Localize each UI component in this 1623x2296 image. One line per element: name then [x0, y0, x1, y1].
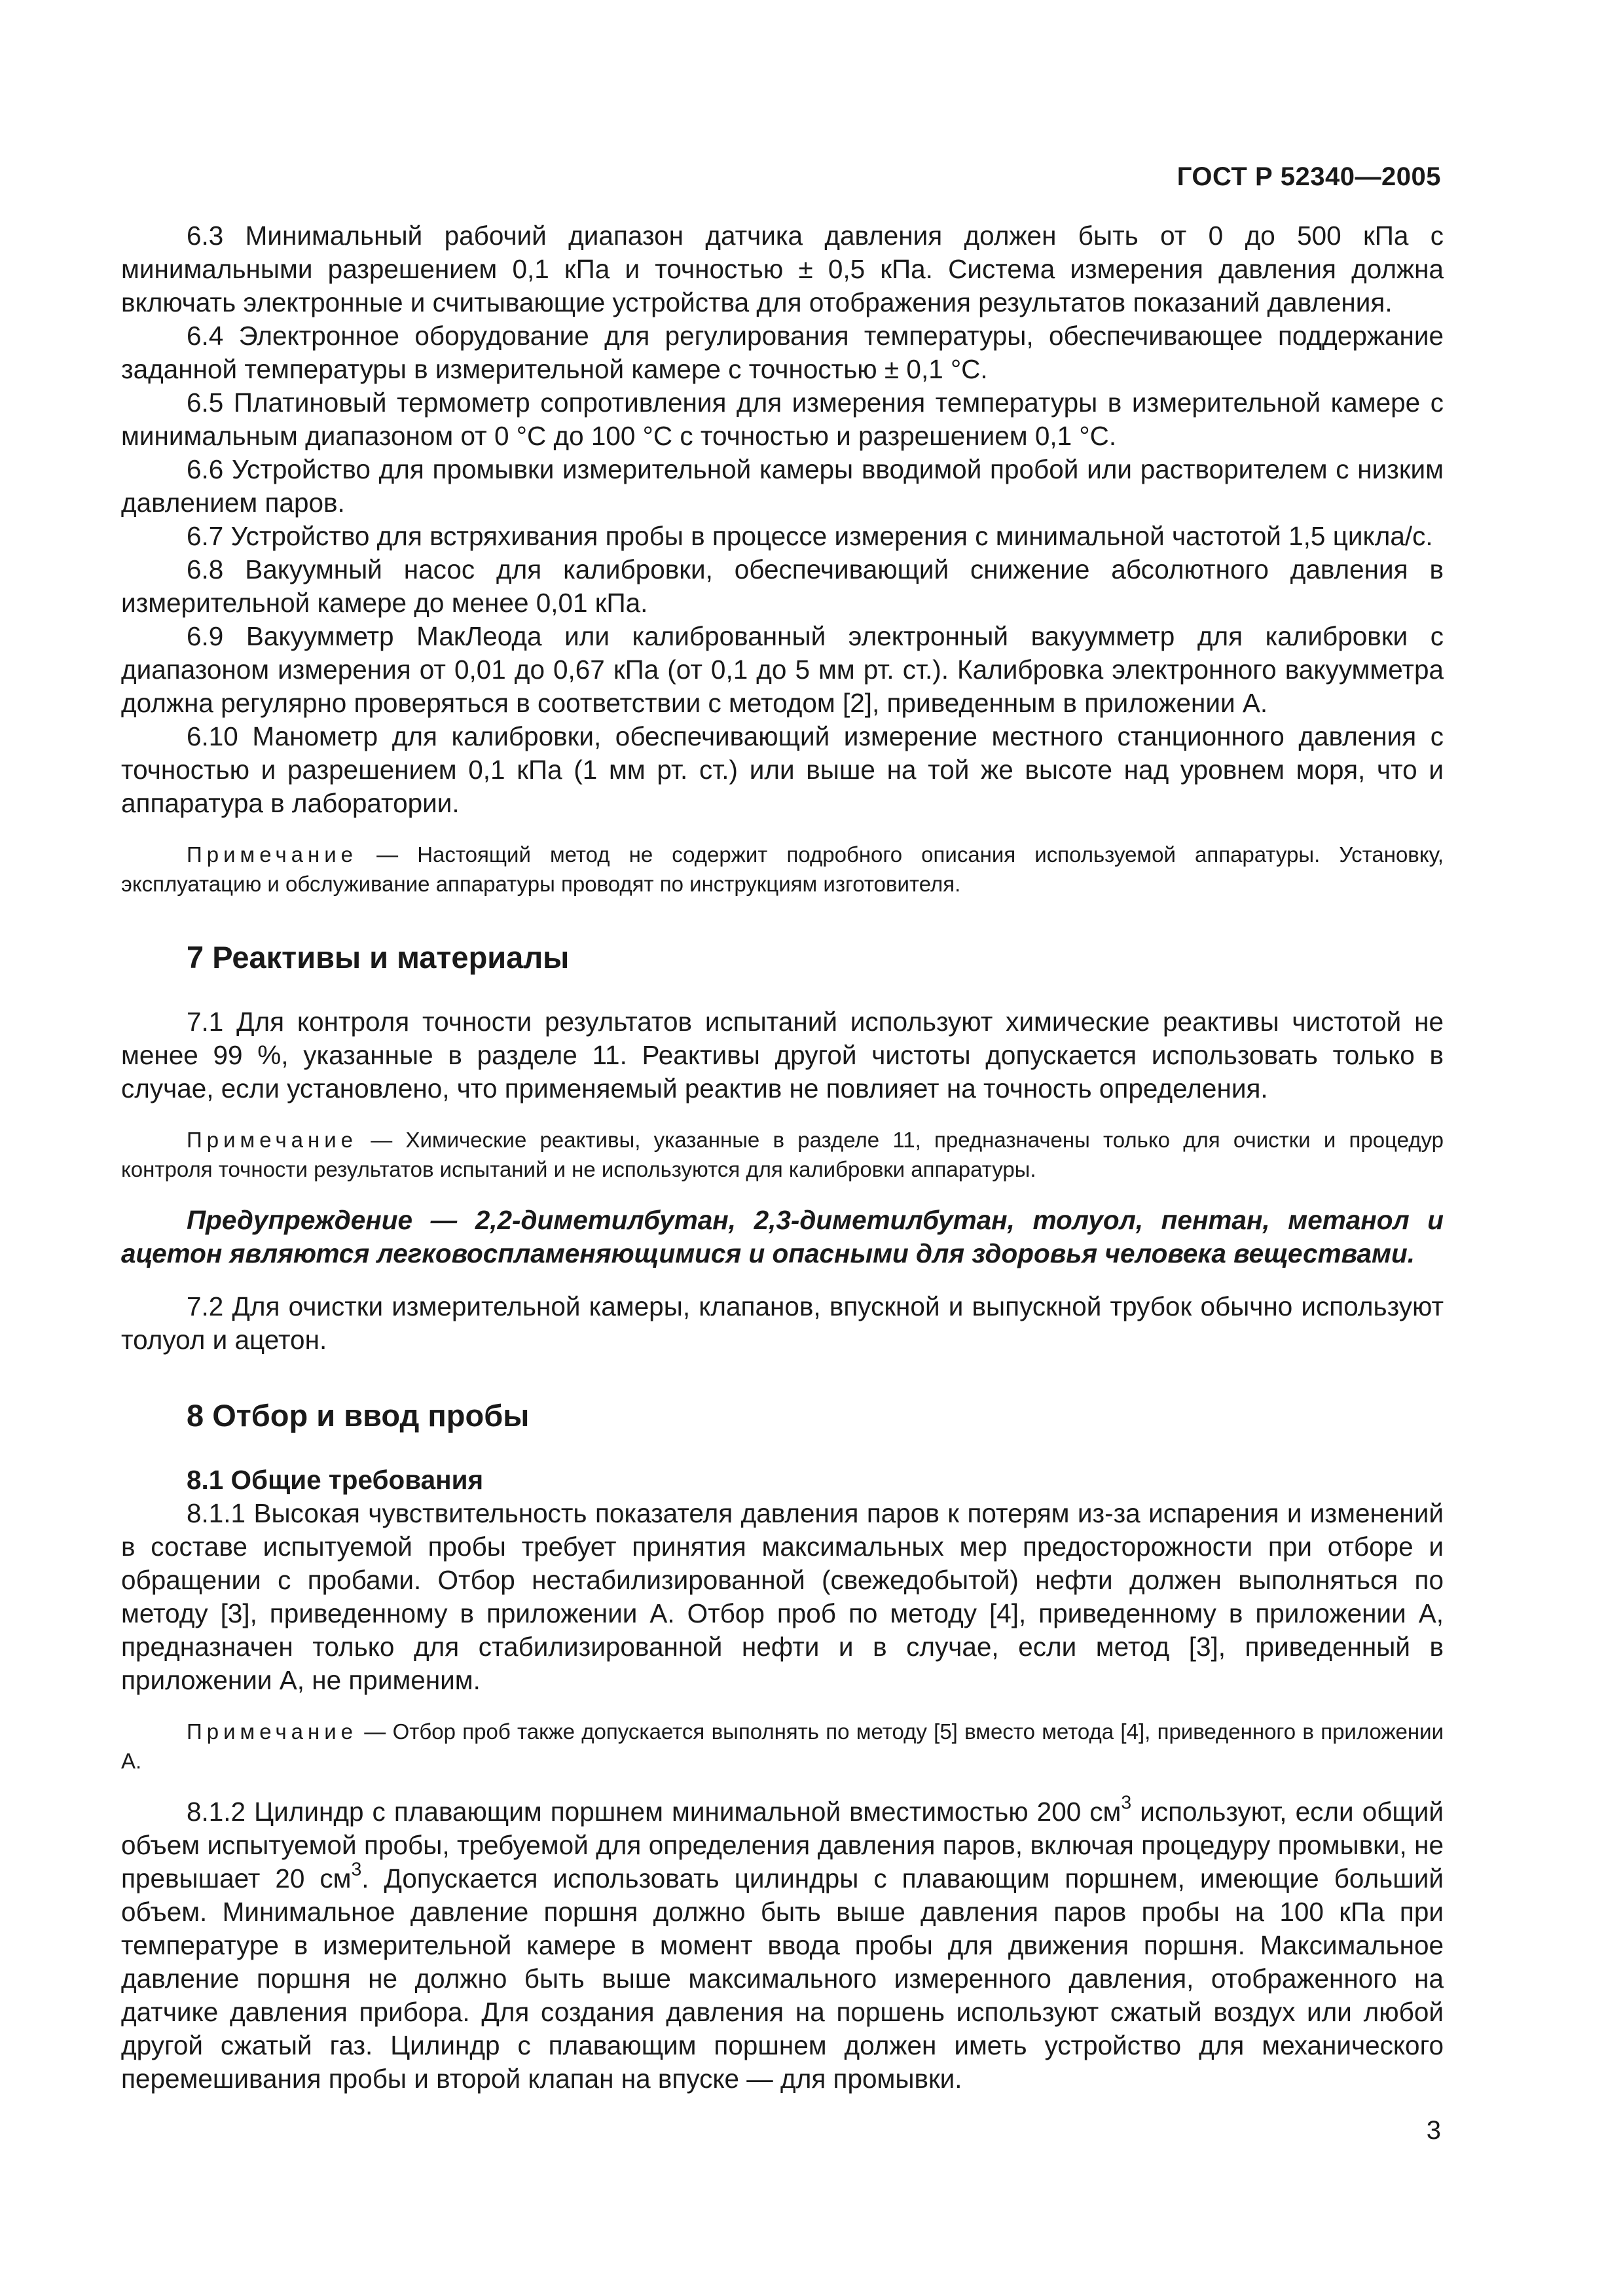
- note-label: Примечание: [187, 1128, 358, 1152]
- note-section-7: [121, 1125, 1444, 1184]
- paragraph-8-1-2-part-c: . Допускается использовать цилиндры с плавающим поршнем, имеющие больший объем. Минимальное давление поршня должно быть выше давления паров пробы на 100 кПа при температуре в измерительной камере в момент ввода пробы для движения поршня. Максимальное давление поршня не должно быть выше максимального измеренного давления, отображенного на датчике давления прибора. Для создания давления на поршень используют сжатый воздух или любой другой сжатый газ. Цилиндр с плавающим поршнем должен иметь устройство для механического перемешивания пробы и второй клапан на впуске — для промывки.: [121, 1863, 1444, 2094]
- note-section-8: [121, 1717, 1444, 1776]
- section-7-heading: 7 Реактивы и материалы: [187, 940, 570, 975]
- note-text: — Химические реактивы, указанные в разделе 11, предназначены только для очистки и процедур контроля точности результатов испытаний и не используются для калибровки аппаратуры.: [121, 1128, 1444, 1181]
- paragraph-8-1-2-part-b: используют, если общий объем испытуемой пробы, требуемой для определения давления паров, включая процедуру промывки, не превышает 20 см: [121, 1797, 1444, 1893]
- paragraph-6-6: 6.6 Устройство для промывки измерительной камеры вводимой пробой или растворителем с низким давлением паров.: [121, 454, 1444, 518]
- note-text: — Отбор проб также допускается выполнять по методу [5] вместо метода [4], приведенного в приложении А.: [121, 1719, 1444, 1773]
- paragraph-8-1-2-part-a: 8.1.2 Цилиндр с плавающим поршнем минимальной вместимостью 200 см: [187, 1797, 1122, 1827]
- paragraph-6-3: 6.3 Минимальный рабочий диапазон датчика давления должен быть от 0 до 500 кПа с минимальными разрешением 0,1 кПа и точностью ± 0,5 кПа. Система измерения давления должна включать электронные и считывающие устройства для отображения результатов показаний давления.: [121, 221, 1444, 317]
- superscript-3: 3: [351, 1859, 362, 1880]
- note-text: — Настоящий метод не содержит подробного описания используемой аппаратуры. Установку, эксплуатацию и обслуживание аппаратуры проводят по инструкциям изготовителя.: [121, 842, 1444, 896]
- section-8-heading: 8 Отбор и ввод пробы: [187, 1398, 530, 1433]
- paragraph-6-5: 6.5 Платиновый термометр сопротивления для измерения температуры в измерительной камере с минимальным диапазоном от 0 °С до 100 °С с точностью и разрешением 0,1 °С.: [121, 387, 1444, 451]
- paragraph-7-2: 7.2 Для очистки измерительной камеры, клапанов, впускной и выпускной трубок обычно используют толуол и ацетон.: [121, 1291, 1444, 1355]
- paragraph-8-1-2: [121, 1792, 1444, 2096]
- note-label: Примечание: [187, 1719, 358, 1744]
- paragraph-7-1: 7.1 Для контроля точности результатов испытаний используют химические реактивы чистотой не менее 99 %, указанные в разделе 11. Реактивы другой чистоты допускается использовать только в случае, если установлено, что применяемый реактив не повлияет на точность определения.: [121, 1007, 1444, 1103]
- note-section-6: [121, 840, 1444, 899]
- paragraph-6-9: 6.9 Вакуумметр МакЛеода или калиброванный электронный вакуумметр для калибровки с диапазоном измерения от 0,01 до 0,67 кПа (от 0,1 до 5 мм рт. ст.). Калибровка электронного вакуумметра должна регулярно проверяться в соответствии с методом [2], приведенным в приложении А.: [121, 621, 1444, 718]
- superscript-3: 3: [1121, 1792, 1132, 1814]
- paragraph-6-7: 6.7 Устройство для встряхивания пробы в процессе измерения с минимальной частотой 1,5 цикла/с.: [187, 521, 1433, 551]
- subsection-8-1-heading: 8.1 Общие требования: [187, 1465, 484, 1495]
- document-code: ГОСТ Р 52340—2005: [1176, 162, 1441, 191]
- paragraph-6-4: 6.4 Электронное оборудование для регулирования температуры, обеспечивающее поддержание заданной температуры в измерительной камере с точностью ± 0,1 °С.: [121, 321, 1444, 384]
- paragraph-8-1-1: 8.1.1 Высокая чувствительность показателя давления паров к потерям из-за испарения и изменений в составе испытуемой пробы требует принятия максимальных мер предосторожности при отборе и обращении с пробами. Отбор нестабилизированной (свежедобытой) нефти должен выполняться по методу [3], приведенному в приложении А. Отбор проб по методу [4], приведенному в приложении А, предназначен только для стабилизированной нефти и в случае, если метод [3], приведенный в приложении А, не применим.: [121, 1498, 1444, 1695]
- note-label: Примечание: [187, 842, 358, 867]
- page-number: 3: [1426, 2116, 1441, 2145]
- paragraph-6-8: 6.8 Вакуумный насос для калибровки, обеспечивающий снижение абсолютного давления в измерительной камере до менее 0,01 кПа.: [121, 554, 1444, 618]
- warning-paragraph: Предупреждение — 2,2-диметилбутан, 2,3-диметилбутан, толуол, пентан, метанол и ацетон являются легковоспламеняющимися и опасными для здоровья человека веществами.: [121, 1205, 1444, 1268]
- page-body: [121, 219, 1444, 2096]
- paragraph-6-10: 6.10 Манометр для калибровки, обеспечивающий измерение местного станционного давления с точностью и разрешением 0,1 кПа (1 мм рт. ст.) или выше на той же высоте над уровнем моря, что и аппаратура в лаборатории.: [121, 721, 1444, 818]
